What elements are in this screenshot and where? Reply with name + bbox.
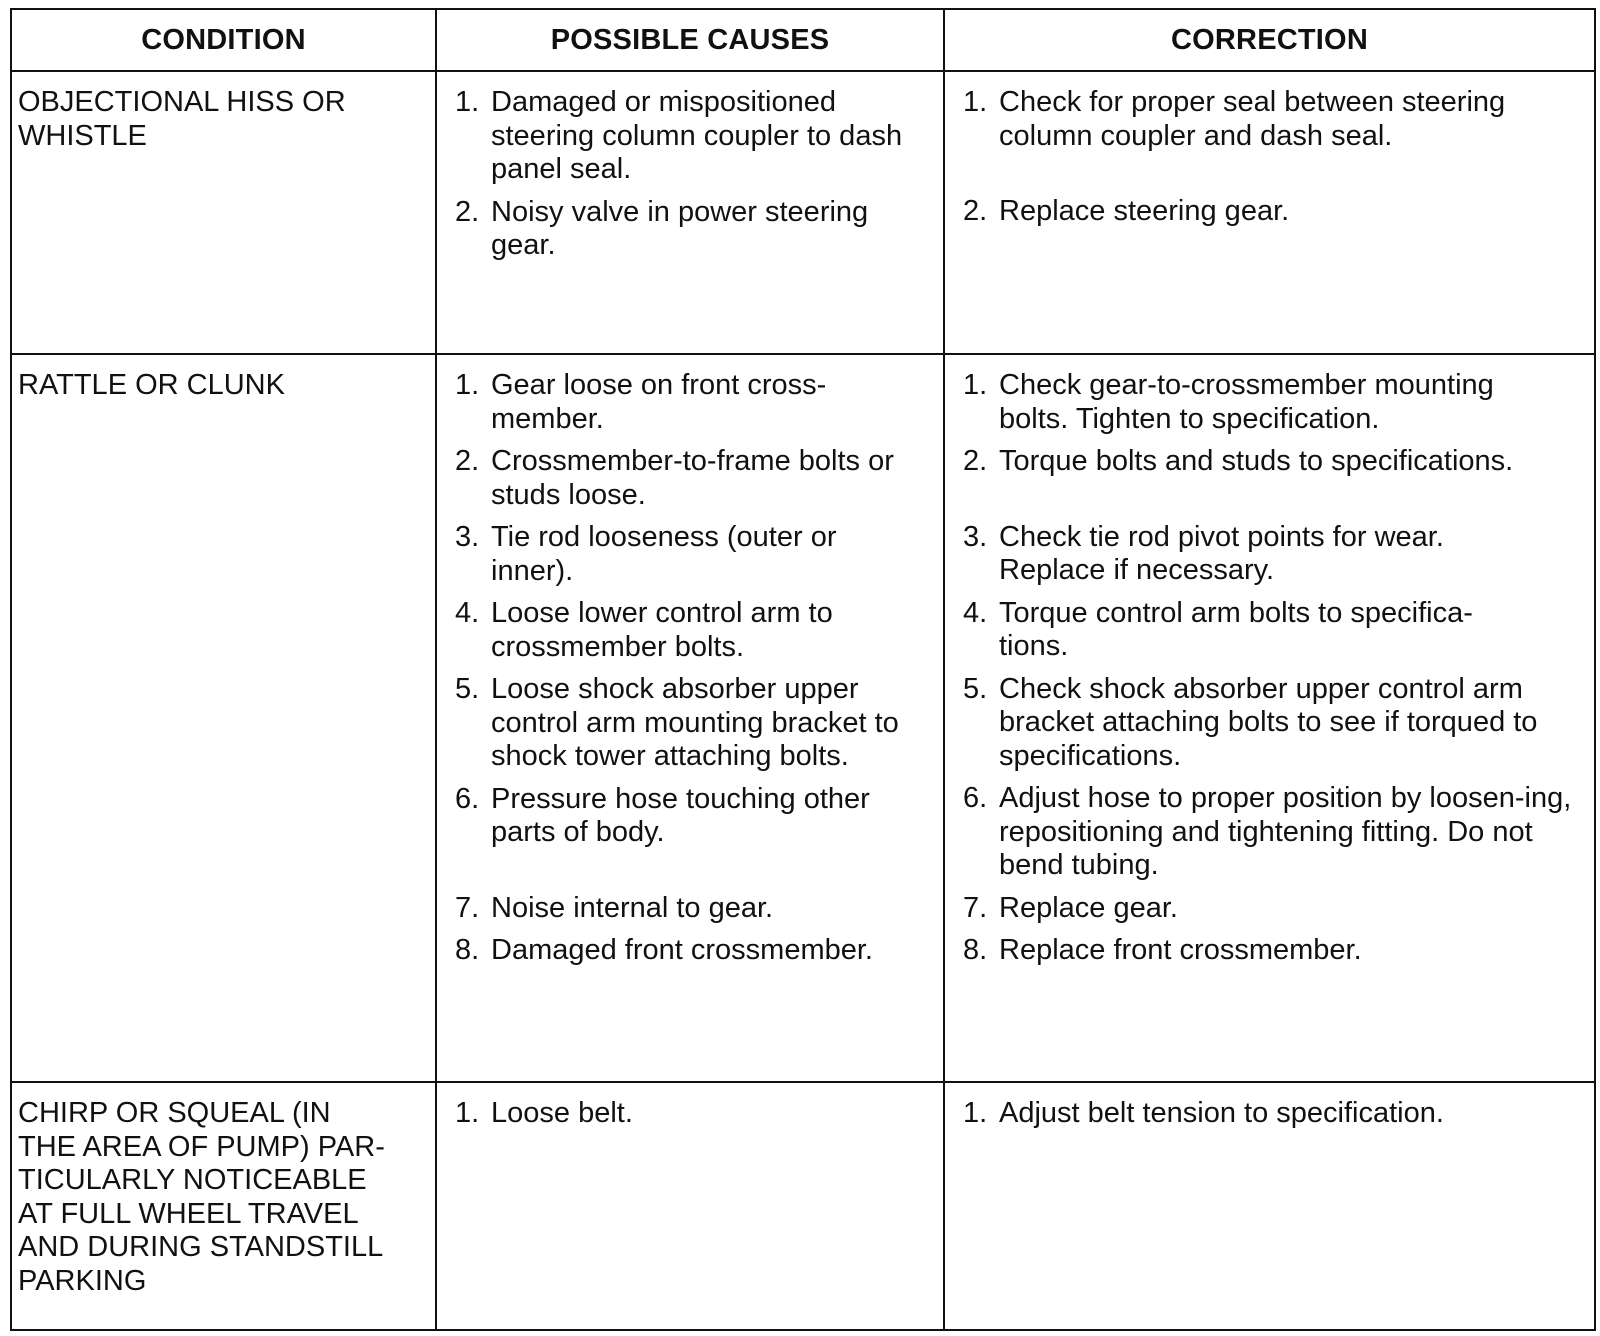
condition-text: RATTLE OR CLUNK [18, 369, 285, 402]
condition-cell [11, 1082, 436, 1330]
table-row [11, 354, 1595, 1082]
list-item [963, 597, 1584, 664]
item-number: 5. [455, 673, 480, 706]
item-text: Loose belt. [491, 1097, 633, 1130]
item-number: 1. [963, 86, 988, 118]
list-item [963, 521, 1584, 588]
item-number: 3. [455, 521, 480, 554]
table-row [11, 1082, 1595, 1330]
list-item [455, 783, 933, 850]
item-text: Adjust hose to proper position by loosen-ing, repositioning and tightening fitting. Do not bend tubing. [999, 782, 1572, 882]
header-row [11, 9, 1595, 71]
item-text: Crossmember-to-frame bolts or studs loose. [491, 445, 894, 511]
list-item [455, 597, 933, 664]
item-text: Replace steering gear. [999, 195, 1290, 227]
item-number: 2. [963, 445, 988, 478]
list-item [963, 86, 1584, 153]
list-item [455, 369, 933, 436]
item-text: Check shock absorber upper control arm bracket attaching bolts to see if torqued to specifications. [999, 672, 1538, 772]
item-number: 5. [963, 672, 988, 705]
list-item [963, 369, 1584, 436]
item-number: 4. [455, 597, 480, 630]
item-text: Gear loose on front cross-member. [491, 369, 827, 435]
correction-cell [944, 354, 1595, 1082]
list-item [963, 1097, 1584, 1131]
item-number: 2. [455, 445, 480, 478]
item-number: 2. [963, 195, 988, 227]
list-item [455, 934, 933, 968]
list-item [963, 445, 1584, 479]
condition-text: CHIRP OR SQUEAL (IN THE AREA OF PUMP) PAR-TICULARLY NOTICEABLE AT FULL WHEEL TRAVEL AND DURING STANDSTILL PARKING [18, 1097, 385, 1297]
item-text: Loose shock absorber upper control arm mounting bracket to shock tower attaching bolts. [491, 673, 899, 773]
list-item [455, 892, 933, 926]
list-item [963, 195, 1584, 229]
item-number: 3. [963, 520, 988, 553]
causes-cell [436, 354, 944, 1082]
list-item [963, 892, 1584, 926]
item-number: 4. [963, 596, 988, 629]
list-item [455, 1097, 933, 1131]
table-row [11, 71, 1595, 354]
condition-cell [11, 354, 436, 1082]
item-number: 8. [963, 934, 988, 967]
header-possible-causes: POSSIBLE CAUSES [436, 9, 944, 71]
item-number: 6. [455, 782, 480, 815]
item-text: Check tie rod pivot points for wear. Replace if necessary. [999, 520, 1444, 587]
list-item [455, 673, 933, 774]
item-text: Loose lower control arm to crossmember bolts. [491, 597, 833, 663]
item-number: 1. [455, 86, 480, 118]
correction-cell [944, 1082, 1595, 1330]
item-number: 1. [963, 369, 988, 402]
item-number: 7. [455, 891, 480, 924]
item-text: Torque bolts and studs to specifications. [999, 445, 1514, 478]
causes-cell [436, 1082, 944, 1330]
list-item [455, 445, 933, 512]
item-text: Tie rod looseness (outer or inner). [491, 521, 837, 587]
item-text: Torque control arm bolts to specifica-tions. [999, 596, 1473, 663]
header-condition: CONDITION [11, 9, 436, 71]
item-number: 1. [455, 1097, 480, 1130]
list-item [455, 86, 925, 187]
correction-cell [944, 71, 1595, 354]
item-number: 7. [963, 891, 988, 924]
list-item [455, 521, 933, 588]
header-correction: CORRECTION [944, 9, 1595, 71]
item-text: Damaged front crossmember. [491, 934, 873, 967]
list-item [963, 673, 1584, 774]
item-number: 8. [455, 934, 480, 967]
list-item [963, 782, 1584, 883]
item-number: 1. [963, 1097, 988, 1130]
item-text: Check for proper seal between steering column coupler and dash seal. [999, 86, 1506, 152]
diagnosis-table [10, 8, 1596, 1331]
item-text: Check gear-to-crossmember mounting bolts. Tighten to specification. [999, 369, 1494, 435]
list-item [455, 196, 925, 263]
item-text: Noisy valve in power steering gear. [491, 195, 869, 261]
list-item [963, 934, 1584, 968]
item-number: 1. [455, 369, 480, 402]
condition-text: OBJECTIONAL HISS OR WHISTLE [18, 86, 346, 152]
item-text: Adjust belt tension to specification. [999, 1097, 1444, 1130]
item-text: Noise internal to gear. [491, 891, 774, 924]
item-text: Replace gear. [999, 891, 1178, 924]
item-text: Pressure hose touching other parts of body. [491, 782, 870, 849]
causes-cell [436, 71, 944, 354]
item-number: 6. [963, 782, 988, 815]
item-text: Replace front crossmember. [999, 934, 1362, 967]
condition-cell [11, 71, 436, 354]
item-text: Damaged or mispositioned steering column coupler to dash panel seal. [491, 86, 903, 185]
item-number: 2. [455, 195, 480, 228]
